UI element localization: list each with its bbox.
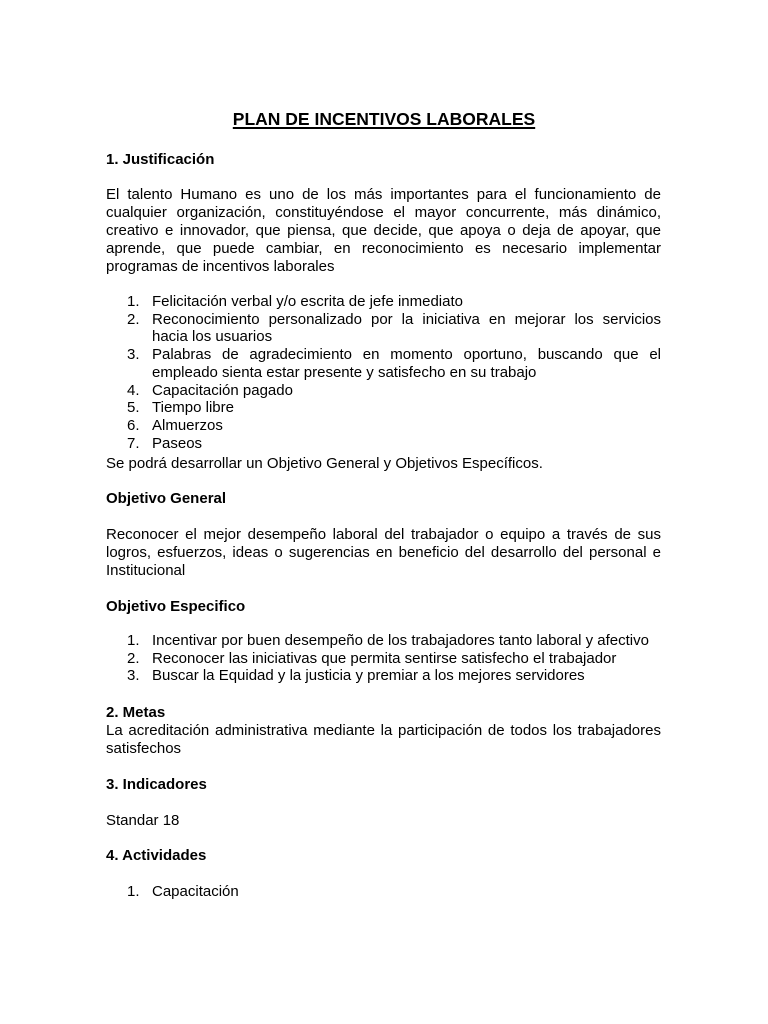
section-heading-actividades: 4. Actividades xyxy=(106,847,207,864)
list-item: 5. Tiempo libre xyxy=(127,399,234,417)
justificacion-paragraph: El talento Humano es uno de los más importantes para el funcionamiento de cualquier organización, constituyéndose el mayor concurrente, más dinámico, creativo e innovador, que piensa, que decide, que apoya o deja de apoyar, que aprende, que puede cambiar, en reconocimiento es necesario implementar programas de incentivos laborales xyxy=(106,186,661,275)
list-item: 1. Capacitación xyxy=(127,883,239,900)
section-heading-justificacion: 1. Justificación xyxy=(106,151,215,168)
justificacion-closing: Se podrá desarrollar un Objetivo General y Objetivos Específicos. xyxy=(106,455,543,472)
metas-paragraph: La acreditación administrativa mediante la participación de todos los trabajadores satisfechos xyxy=(106,722,661,757)
actividades-list xyxy=(106,883,661,901)
list-item: 3. Palabras de agradecimiento en momento oportuno, buscando que el empleado sienta estar presente y satisfecho en su trabajo xyxy=(127,346,661,381)
section-heading-objetivo-especifico: Objetivo Especifico xyxy=(106,598,246,615)
list-item: 1. Incentivar por buen desempeño de los trabajadores tanto laboral y afectivo xyxy=(127,632,649,649)
section-heading-objetivo-general: Objetivo General xyxy=(106,490,227,507)
document-title: PLAN DE INCENTIVOS LABORALES xyxy=(232,109,536,129)
section-heading-indicadores: 3. Indicadores xyxy=(106,776,207,793)
list-item: 4. Capacitación pagado xyxy=(127,381,293,399)
indicadores-value: Standar 18 xyxy=(106,812,180,829)
list-item: 7. Paseos xyxy=(127,434,203,452)
list-item: 3. Buscar la Equidad y la justicia y premiar a los mejores servidores xyxy=(127,667,585,685)
section-heading-metas: 2. Metas xyxy=(106,704,166,721)
list-item: 2. Reconocer las iniciativas que permita sentirse satisfecho el trabajador xyxy=(127,649,617,667)
list-item: 6. Almuerzos xyxy=(127,416,223,434)
list-item: 1. Felicitación verbal y/o escrita de jefe inmediato xyxy=(127,293,463,310)
objetivo-general-paragraph: Reconocer el mejor desempeño laboral del trabajador o equipo a través de sus logros, esfuerzos, ideas o sugerencias en beneficio del desarrollo del personal e Institucional xyxy=(106,526,661,579)
objetivo-especifico-list xyxy=(106,632,661,685)
list-item: 2. Reconocimiento personalizado por la iniciativa en mejorar los servicios hacia los usuarios xyxy=(127,310,661,346)
incentives-list xyxy=(106,293,661,452)
